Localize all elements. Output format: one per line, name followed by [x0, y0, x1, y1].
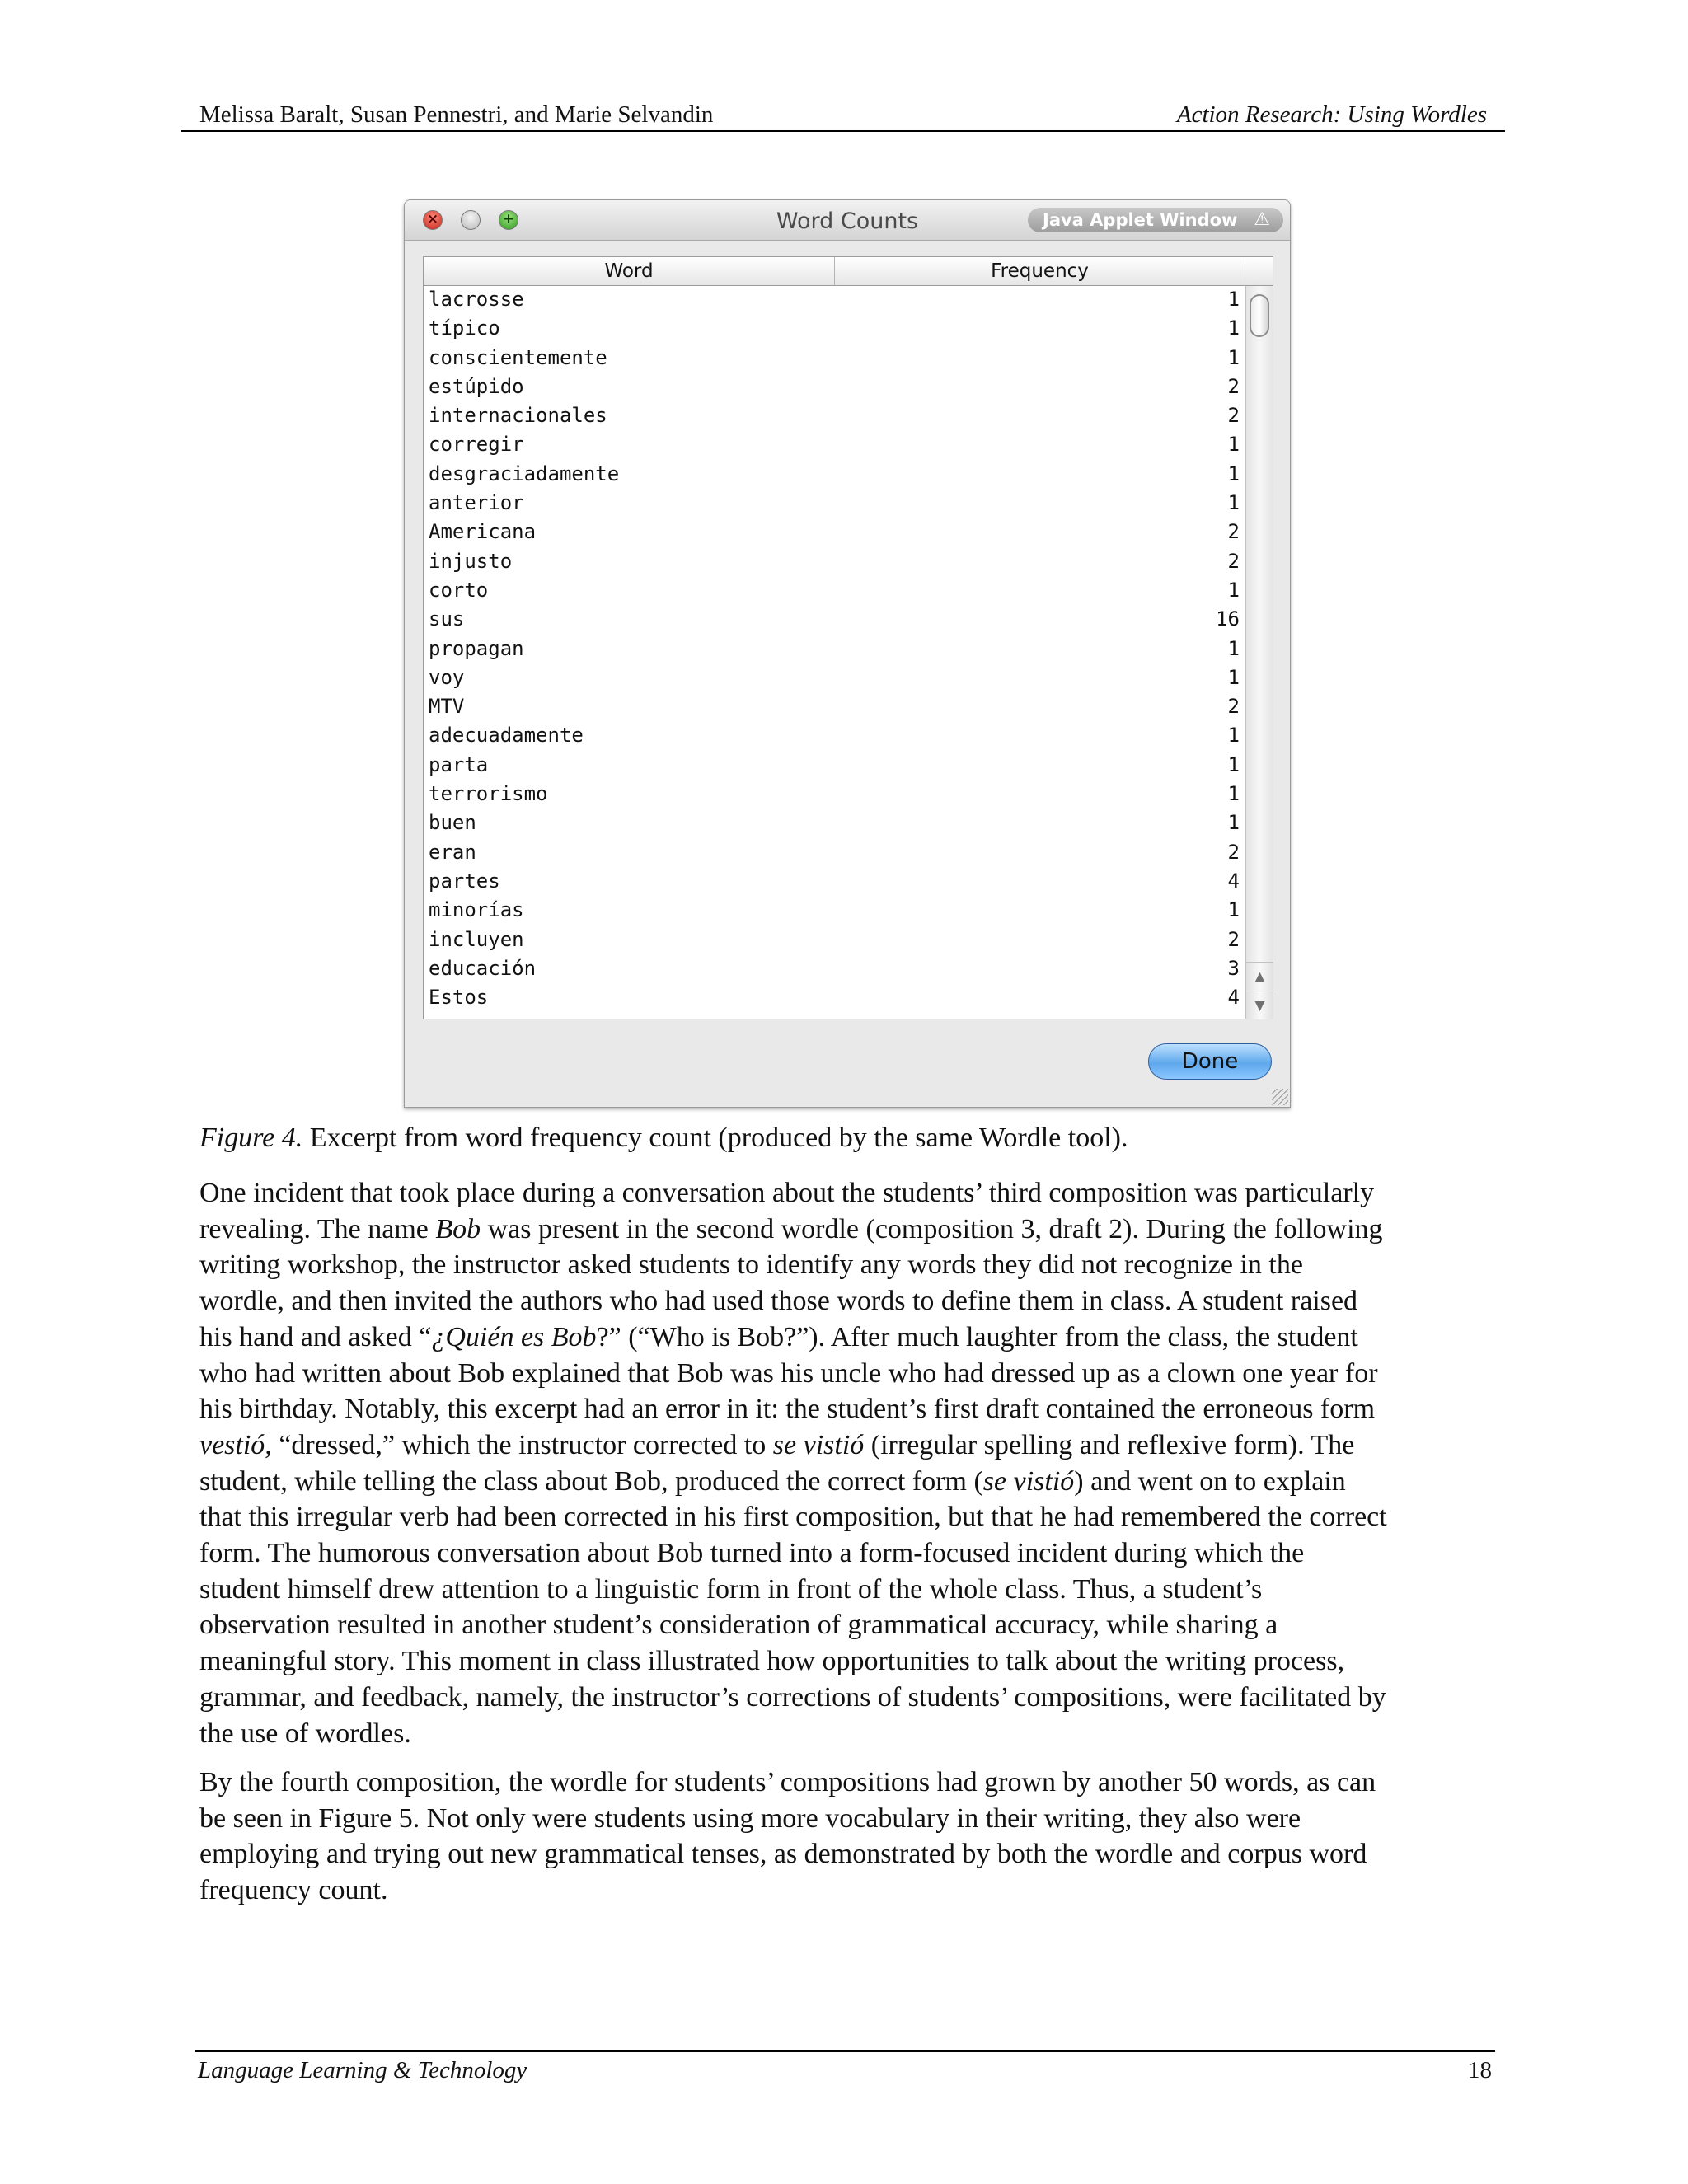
word-cell: Americana [429, 520, 537, 544]
text-run: student himself drew attention to a linguistic form in front of the whole class. Thus, a student’s [199, 1573, 1263, 1605]
word-cell: injusto [429, 549, 513, 573]
word-cell: internacionales [429, 404, 607, 428]
table-row[interactable] [424, 315, 1245, 344]
body-paragraph-2 [199, 1765, 1502, 1909]
table-row[interactable] [424, 286, 1245, 315]
table-row[interactable] [424, 752, 1245, 780]
text-run: “dressed,” which the instructor corrected to [271, 1429, 773, 1460]
warning-icon: ⚠ [1254, 209, 1270, 230]
word-cell: buen [429, 811, 476, 835]
table-row[interactable] [424, 809, 1245, 838]
word-frequency-table [423, 256, 1273, 1019]
table-row[interactable] [424, 664, 1245, 693]
header-running-title: Action Research: Using Wordles [1176, 101, 1487, 128]
table-row[interactable] [424, 373, 1245, 402]
text-run: that this irregular verb had been corrected in his first composition, but that he had remembered the correct [199, 1502, 1387, 1533]
text-line [199, 1680, 1502, 1716]
word-cell: corregir [429, 433, 524, 457]
text-line [199, 1716, 1502, 1752]
frequency-cell: 16 [1216, 607, 1240, 631]
word-cell: anterior [429, 491, 524, 515]
zoom-icon[interactable]: + [499, 210, 518, 230]
word-cell: típico [429, 316, 500, 340]
word-cell: adecuadamente [429, 724, 584, 748]
running-footer [195, 2050, 1495, 2083]
table-row[interactable] [424, 490, 1245, 518]
word-cell: conscientemente [429, 345, 607, 369]
scroll-down-arrow-icon[interactable]: ▼ [1246, 991, 1273, 1019]
text-run: (irregular spelling and reflexive form). The [864, 1429, 1355, 1460]
vertical-scrollbar[interactable] [1245, 286, 1273, 1019]
window-title: Word Counts [776, 209, 919, 234]
frequency-cell: 1 [1227, 578, 1240, 602]
frequency-cell: 2 [1227, 520, 1240, 544]
frequency-cell: 1 [1227, 782, 1240, 806]
text-run: was present in the second wordle (composition 3, draft 2). During the following [481, 1213, 1383, 1244]
word-cell: parta [429, 752, 489, 776]
table-row[interactable] [424, 518, 1245, 547]
word-cell: educación [429, 956, 537, 980]
word-cell: propagan [429, 636, 524, 660]
word-cell: terrorismo [429, 782, 548, 806]
word-cell: eran [429, 840, 476, 864]
header-authors: Melissa Baralt, Susan Pennestri, and Marie Selvandin [199, 101, 714, 128]
word-cell: sus [429, 607, 465, 631]
word-cell: corto [429, 578, 489, 602]
italic-text-run: Bob [435, 1213, 481, 1244]
frequency-cell: 1 [1227, 636, 1240, 660]
frequency-cell: 1 [1227, 724, 1240, 748]
footer-page-number: 18 [1468, 2057, 1492, 2083]
table-row[interactable] [424, 693, 1245, 722]
text-line [199, 1765, 1502, 1801]
table-row[interactable] [424, 780, 1245, 809]
text-line [199, 1499, 1502, 1535]
text-line [199, 1607, 1502, 1643]
text-line [199, 1572, 1502, 1608]
body-paragraph-1 [199, 1175, 1502, 1751]
text-line [199, 1535, 1502, 1572]
word-cell: partes [429, 869, 500, 893]
table-row[interactable] [424, 984, 1245, 1013]
frequency-cell: 2 [1227, 840, 1240, 864]
table-row[interactable] [424, 635, 1245, 664]
frequency-cell: 3 [1227, 956, 1240, 980]
frequency-cell: 2 [1227, 695, 1240, 719]
text-run: his hand and asked “ [199, 1321, 432, 1352]
table-row[interactable] [424, 955, 1245, 984]
running-header [181, 97, 1505, 132]
text-run: employing and trying out new grammatical tenses, as demonstrated by both the wordle and corpus word [199, 1839, 1367, 1870]
table-body [424, 286, 1245, 1013]
footer-journal: Language Learning & Technology [198, 2057, 528, 2083]
text-line [199, 1175, 1502, 1212]
frequency-cell: 1 [1227, 433, 1240, 457]
table-row[interactable] [424, 461, 1245, 490]
figure-caption-label: Figure 4. [199, 1122, 303, 1153]
italic-text-run: se vistió [772, 1429, 865, 1460]
table-row[interactable] [424, 402, 1245, 431]
frequency-cell: 1 [1227, 491, 1240, 515]
frequency-cell: 2 [1227, 374, 1240, 398]
word-cell: incluyen [429, 927, 524, 951]
frequency-cell: 2 [1227, 549, 1240, 573]
italic-text-run: ¿Quién es Bob [431, 1321, 597, 1352]
done-button[interactable]: Done [1148, 1043, 1272, 1080]
text-line [199, 1801, 1502, 1837]
text-line [199, 1212, 1502, 1248]
close-icon[interactable]: × [423, 210, 443, 230]
text-run: ?” (“Who is Bob?”). After much laughter from the class, the student [596, 1321, 1358, 1352]
table-row[interactable] [424, 548, 1245, 577]
frequency-cell: 1 [1227, 288, 1240, 311]
word-cell: lacrosse [429, 288, 524, 311]
text-line [199, 1356, 1502, 1392]
text-line [199, 1643, 1502, 1680]
table-row[interactable] [424, 839, 1245, 868]
column-header-frequency[interactable]: Frequency [835, 257, 1245, 286]
text-line [199, 1836, 1502, 1872]
frequency-cell: 1 [1227, 665, 1240, 689]
window-titlebar [405, 200, 1290, 241]
text-run: student, while telling the class about Bob, produced the correct form ( [199, 1465, 983, 1497]
frequency-cell: 1 [1227, 462, 1240, 485]
frequency-cell: 1 [1227, 898, 1240, 922]
text-line [199, 1391, 1502, 1427]
table-row[interactable] [424, 897, 1245, 926]
text-run: his birthday. Notably, this excerpt had an error in it: the student’s first draft contained the erroneous form [199, 1394, 1376, 1425]
frequency-cell: 4 [1227, 986, 1240, 1010]
applet-badge-label: Java Applet Window [1043, 210, 1238, 230]
table-row[interactable] [424, 431, 1245, 460]
table-row[interactable] [424, 577, 1245, 606]
frequency-cell: 1 [1227, 811, 1240, 835]
frequency-cell: 1 [1227, 316, 1240, 340]
scroll-up-arrow-icon[interactable]: ▲ [1246, 962, 1273, 991]
table-row[interactable] [424, 868, 1245, 897]
frequency-cell: 1 [1227, 345, 1240, 369]
table-row[interactable] [424, 926, 1245, 955]
text-run: frequency count. [199, 1875, 388, 1906]
word-cell: desgraciadamente [429, 462, 620, 485]
word-cell: Estos [429, 986, 489, 1010]
text-run: observation resulted in another student’s consideration of grammatical accuracy, while sharing a [199, 1610, 1278, 1641]
figure-caption [199, 1122, 1128, 1154]
text-line [199, 1247, 1502, 1283]
text-run: wordle, and then invited the authors who had used those words to define them in class. A student raised [199, 1286, 1358, 1317]
word-cell: estúpido [429, 374, 524, 398]
frequency-cell: 2 [1227, 927, 1240, 951]
text-line [199, 1319, 1502, 1356]
resize-grip-icon[interactable] [1272, 1089, 1288, 1105]
text-run: By the fourth composition, the wordle for students’ compositions had grown by another 50 words, as can [199, 1767, 1376, 1797]
column-header-word[interactable]: Word [424, 257, 835, 286]
text-run: grammar, and feedback, namely, the instructor’s corrections of students’ compositions, were facilitated by [199, 1681, 1386, 1713]
column-header-corner [1245, 257, 1273, 286]
text-run: form. The humorous conversation about Bob turned into a form-focused incident during which the [199, 1538, 1305, 1569]
figure-caption-text: Excerpt from word frequency count (produced by the same Wordle tool). [302, 1122, 1128, 1153]
java-applet-badge [1028, 208, 1283, 232]
text-line [199, 1427, 1502, 1464]
text-run: One incident that took place during a conversation about the students’ third composition was particularly [199, 1178, 1375, 1208]
table-row[interactable] [424, 722, 1245, 751]
word-cell: voy [429, 665, 465, 689]
italic-text-run: vestió, [199, 1429, 272, 1460]
text-run: writing workshop, the instructor asked students to identify any words they did not recognize in the [199, 1249, 1303, 1281]
italic-text-run: se vistió [982, 1465, 1075, 1497]
text-run: the use of wordles. [199, 1718, 411, 1749]
word-cell: MTV [429, 695, 465, 719]
text-run: meaningful story. This moment in class illustrated how opportunities to talk about the writing process, [199, 1646, 1345, 1677]
word-counts-window [404, 199, 1291, 1108]
text-line [199, 1283, 1502, 1319]
frequency-cell: 4 [1227, 869, 1240, 893]
word-cell: minorías [429, 898, 524, 922]
text-run: be seen in Figure 5. Not only were students using more vocabulary in their writing, they also were [199, 1802, 1301, 1834]
scroll-thumb[interactable] [1250, 294, 1269, 337]
text-run: who had written about Bob explained that Bob was his uncle who had dressed up as a clown one year for [199, 1357, 1378, 1389]
table-row[interactable] [424, 344, 1245, 373]
text-line [199, 1464, 1502, 1500]
text-run: revealing. The name [199, 1213, 436, 1244]
text-line [199, 1872, 1502, 1909]
table-row[interactable] [424, 606, 1245, 635]
text-run: ) and went on to explain [1074, 1465, 1346, 1497]
frequency-cell: 1 [1227, 752, 1240, 776]
frequency-cell: 2 [1227, 404, 1240, 428]
